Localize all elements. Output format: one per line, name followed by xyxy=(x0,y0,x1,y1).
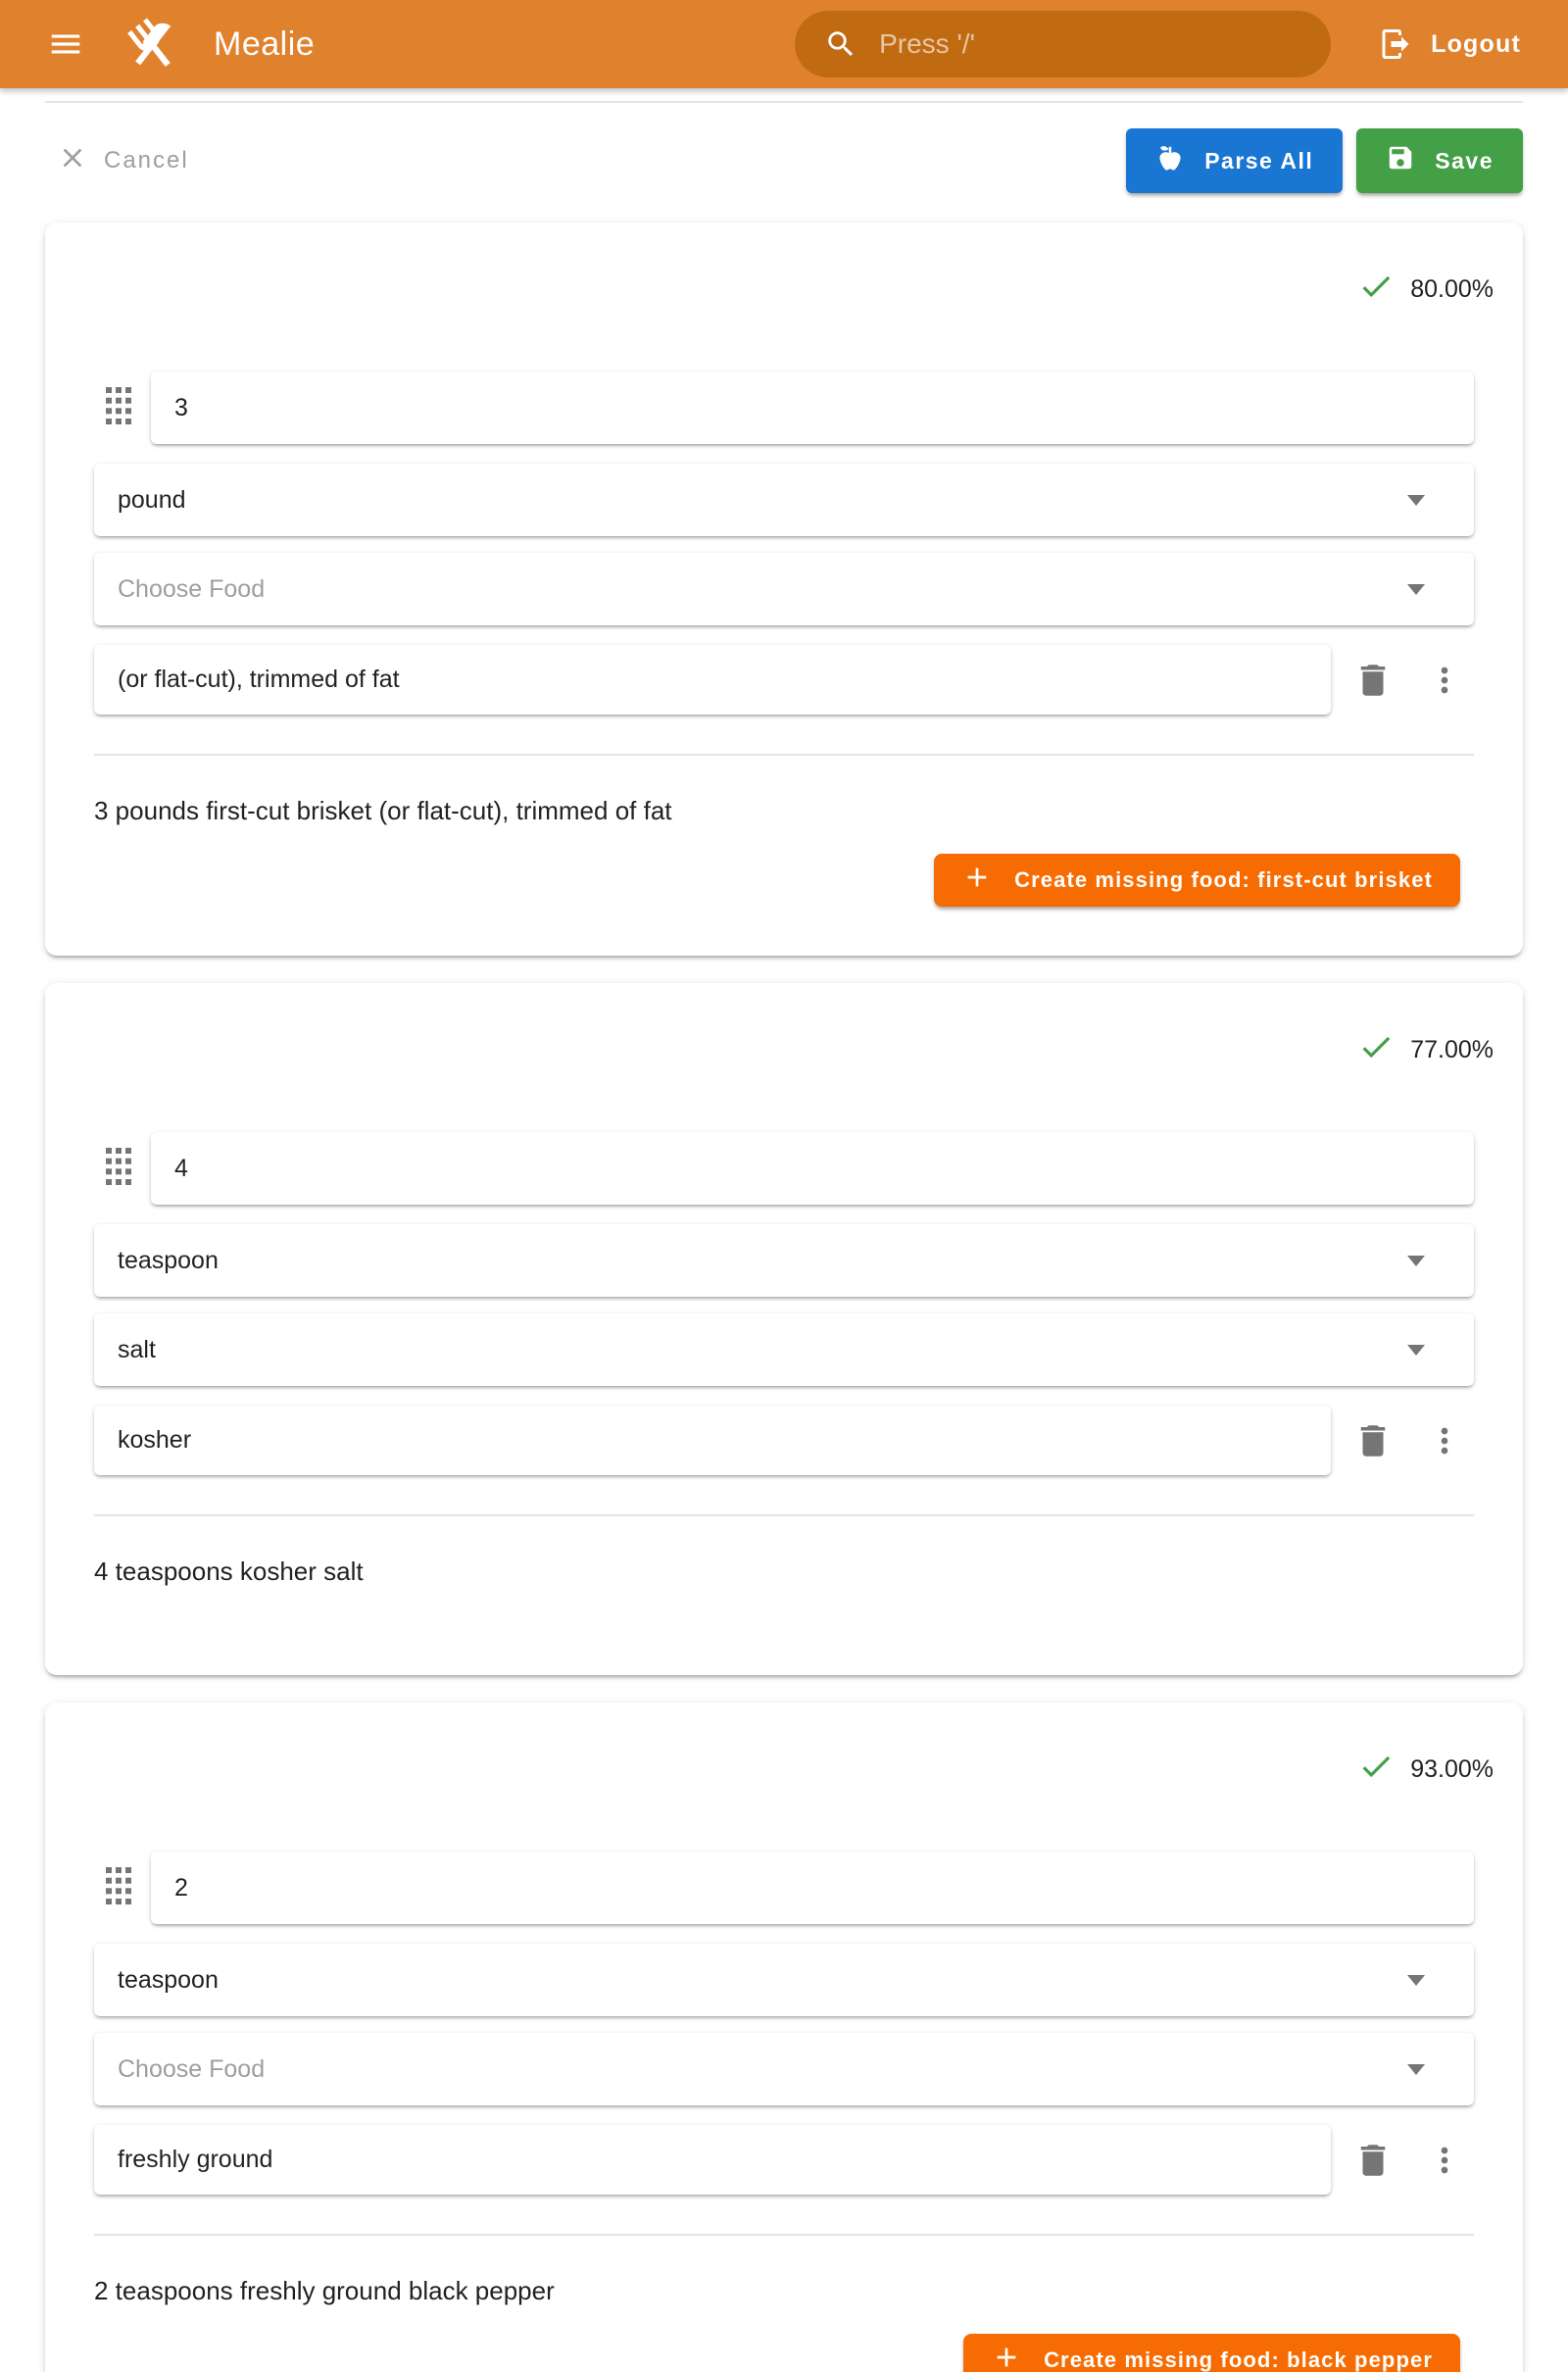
cancel-label: Cancel xyxy=(104,147,189,173)
confidence-row xyxy=(94,262,1494,317)
chevron-down-icon xyxy=(1407,1345,1425,1356)
trash-icon xyxy=(1352,1420,1394,1461)
mealie-logo-silverware-icon xyxy=(122,12,186,76)
drag-handle-icon[interactable] xyxy=(106,1148,131,1190)
food-select[interactable] xyxy=(94,2033,1474,2105)
note-input[interactable] xyxy=(94,645,1331,715)
quantity-input[interactable] xyxy=(151,371,1474,444)
search-input[interactable] xyxy=(879,28,1301,60)
confidence-value: 93.00% xyxy=(1410,1754,1494,1783)
create-missing-food-button[interactable] xyxy=(963,2334,1460,2372)
search-icon xyxy=(824,27,858,61)
original-ingredient-text: 2 teaspoons freshly ground black pepper xyxy=(94,2276,555,2305)
delete-button[interactable] xyxy=(1352,660,1394,701)
trash-icon xyxy=(1352,2140,1394,2181)
search-bar[interactable] xyxy=(795,11,1331,77)
create-missing-food-label: Create missing food: black pepper xyxy=(1044,2347,1433,2372)
quantity-row xyxy=(94,1132,1474,1205)
food-select[interactable] xyxy=(94,553,1474,625)
save-button[interactable] xyxy=(1356,128,1523,193)
drag-handle-icon[interactable] xyxy=(106,387,131,429)
app-title: Mealie xyxy=(214,25,316,63)
more-options-button[interactable] xyxy=(1425,1421,1464,1460)
note-input[interactable] xyxy=(94,1406,1331,1475)
parse-all-label: Parse All xyxy=(1204,147,1314,173)
card-divider xyxy=(94,1514,1474,1516)
note-input[interactable] xyxy=(94,2125,1331,2195)
app-bar xyxy=(0,0,1568,88)
food-select[interactable] xyxy=(94,1313,1474,1386)
ingredient-parser-page xyxy=(0,101,1568,2372)
unit-select[interactable] xyxy=(94,1944,1474,2016)
drag-handle-icon[interactable] xyxy=(106,1867,131,1909)
kebab-menu-icon xyxy=(1425,661,1464,700)
parse-all-button[interactable] xyxy=(1126,128,1343,193)
plus-icon xyxy=(961,862,993,899)
apple-icon xyxy=(1155,143,1185,178)
original-ingredient-text: 3 pounds first-cut brisket (or flat-cut), trimmed of fat xyxy=(94,796,672,825)
food-placeholder: Choose Food xyxy=(118,2054,266,2083)
chevron-down-icon xyxy=(1407,584,1425,595)
delete-button[interactable] xyxy=(1352,1420,1394,1461)
missing-food-row xyxy=(94,2334,1460,2372)
confidence-value: 77.00% xyxy=(1410,1035,1494,1063)
check-icon xyxy=(1357,1028,1395,1072)
delete-button[interactable] xyxy=(1352,2140,1394,2181)
trash-icon xyxy=(1352,660,1394,701)
food-placeholder: Choose Food xyxy=(118,574,266,603)
plus-icon xyxy=(991,2342,1022,2372)
save-icon xyxy=(1386,143,1415,178)
check-icon xyxy=(1357,1748,1395,1792)
note-row xyxy=(94,2125,1474,2195)
create-missing-food-button[interactable] xyxy=(934,854,1460,907)
kebab-menu-icon xyxy=(1425,1421,1464,1460)
logout-icon xyxy=(1378,26,1413,62)
confidence-row xyxy=(94,1742,1494,1797)
quantity-row xyxy=(94,371,1474,444)
ingredient-card xyxy=(45,1703,1523,2372)
quantity-row xyxy=(94,1852,1474,1924)
food-value: salt xyxy=(118,1335,156,1363)
ingredient-card xyxy=(45,222,1523,956)
unit-select[interactable] xyxy=(94,1224,1474,1297)
cancel-button[interactable] xyxy=(57,142,189,180)
ingredient-card xyxy=(45,983,1523,1675)
card-divider xyxy=(94,754,1474,756)
unit-value: teaspoon xyxy=(118,1246,219,1274)
confidence-value: 80.00% xyxy=(1410,274,1494,303)
logout-button[interactable] xyxy=(1378,26,1521,62)
close-icon xyxy=(57,142,88,180)
chevron-down-icon xyxy=(1407,1256,1425,1266)
kebab-menu-icon xyxy=(1425,2141,1464,2180)
quantity-input[interactable] xyxy=(151,1852,1474,1924)
quantity-input[interactable] xyxy=(151,1132,1474,1205)
unit-value: pound xyxy=(118,485,186,514)
logout-label: Logout xyxy=(1431,29,1521,58)
note-row xyxy=(94,645,1474,715)
create-missing-food-label: Create missing food: first-cut brisket xyxy=(1014,867,1433,892)
card-divider xyxy=(94,2234,1474,2236)
note-row xyxy=(94,1406,1474,1475)
unit-select[interactable] xyxy=(94,464,1474,536)
save-label: Save xyxy=(1435,147,1494,173)
editor-actions xyxy=(45,128,1523,193)
original-ingredient-text: 4 teaspoons kosher salt xyxy=(94,1557,364,1586)
menu-icon[interactable] xyxy=(47,24,88,65)
section-divider xyxy=(45,101,1523,103)
chevron-down-icon xyxy=(1407,495,1425,506)
confidence-row xyxy=(94,1022,1494,1077)
missing-food-row xyxy=(94,854,1460,907)
more-options-button[interactable] xyxy=(1425,2141,1464,2180)
chevron-down-icon xyxy=(1407,2064,1425,2075)
check-icon xyxy=(1357,268,1395,312)
chevron-down-icon xyxy=(1407,1975,1425,1986)
unit-value: teaspoon xyxy=(118,1965,219,1994)
more-options-button[interactable] xyxy=(1425,661,1464,700)
